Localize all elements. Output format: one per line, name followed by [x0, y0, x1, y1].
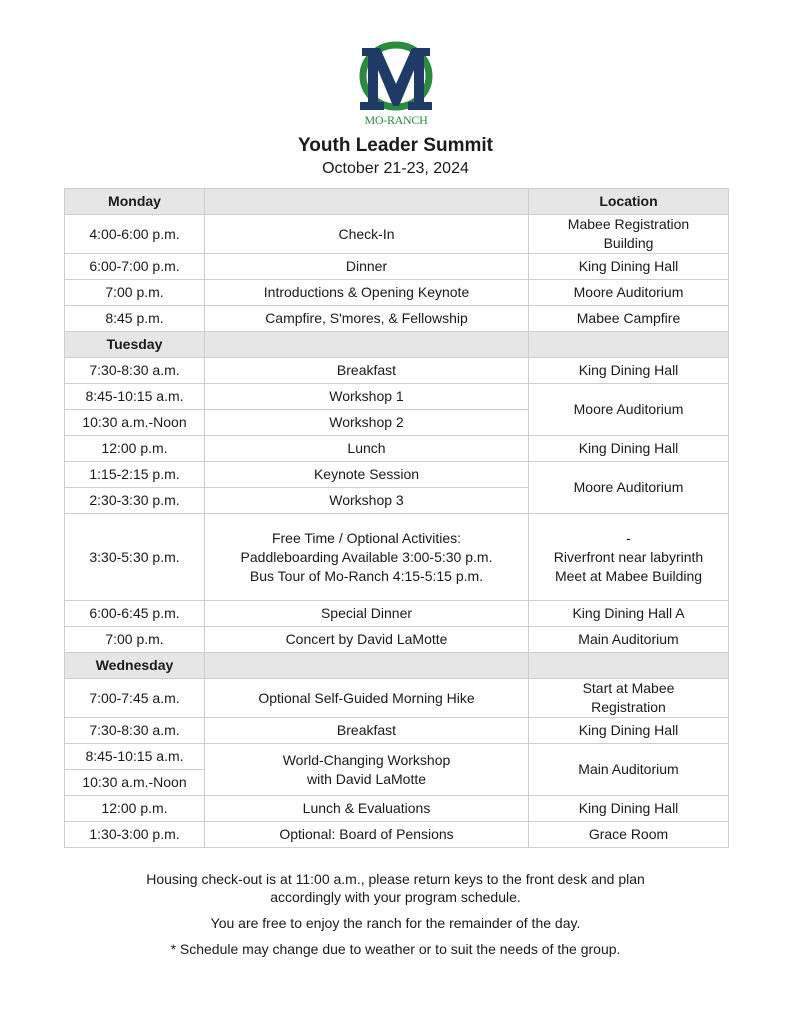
- location-cell: King Dining Hall: [529, 254, 729, 280]
- time-cell: 2:30-3:30 p.m.: [65, 488, 205, 514]
- location-cell: Main Auditorium: [529, 627, 729, 653]
- table-row: [65, 514, 729, 601]
- event-cell: Workshop 2: [205, 410, 529, 436]
- event-line: Free Time / Optional Activities:: [271, 529, 462, 546]
- day-label-tuesday: Tuesday: [65, 332, 205, 358]
- location-header-empty: [529, 332, 729, 358]
- event-cell: Breakfast: [205, 718, 529, 744]
- location-cell: Moore Auditorium: [529, 462, 729, 514]
- location-header: Location: [529, 189, 729, 215]
- checkout-line: accordingly with your program schedule.: [270, 889, 521, 905]
- time-cell: 1:15-2:15 p.m.: [65, 462, 205, 488]
- location-cell: Moore Auditorium: [529, 280, 729, 306]
- event-header: [205, 653, 529, 679]
- table-row: [65, 822, 729, 848]
- enjoy-note: You are free to enjoy the ranch for the remainder of the day.: [210, 915, 581, 931]
- day-header-row: [65, 332, 729, 358]
- table-row: [65, 280, 729, 306]
- time-cell: 6:00-7:00 p.m.: [65, 254, 205, 280]
- time-cell: 3:30-5:30 p.m.: [65, 514, 205, 601]
- day-label-wednesday: Wednesday: [65, 653, 205, 679]
- location-cell: Moore Auditorium: [529, 384, 729, 436]
- time-cell: 8:45-10:15 a.m.: [65, 384, 205, 410]
- event-cell: Special Dinner: [205, 601, 529, 627]
- event-line: with David LaMotte: [306, 770, 427, 787]
- event-cell: Workshop 3: [205, 488, 529, 514]
- location-line: Registration: [591, 699, 666, 715]
- time-cell: 10:30 a.m.-Noon: [65, 770, 205, 796]
- location-line: Riverfront near labyrinth: [553, 548, 704, 565]
- location-cell: King Dining Hall: [529, 358, 729, 384]
- table-row: [65, 718, 729, 744]
- time-cell: 7:00 p.m.: [65, 280, 205, 306]
- location-cell: [529, 514, 729, 601]
- checkout-note: [0, 870, 791, 906]
- table-row: [65, 679, 729, 718]
- time-cell: 7:00 p.m.: [65, 627, 205, 653]
- time-cell: 10:30 a.m.-Noon: [65, 410, 205, 436]
- event-cell: Lunch: [205, 436, 529, 462]
- event-cell: Check-In: [205, 215, 529, 254]
- location-line: Meet at Mabee Building: [554, 567, 703, 584]
- location-line: Building: [603, 235, 654, 251]
- event-cell: Dinner: [205, 254, 529, 280]
- location-line: Mabee Registration: [567, 216, 690, 232]
- table-row: [65, 744, 729, 770]
- time-cell: 6:00-6:45 p.m.: [65, 601, 205, 627]
- time-cell: 8:45 p.m.: [65, 306, 205, 332]
- time-cell: 7:00-7:45 a.m.: [65, 679, 205, 718]
- event-cell: Introductions & Opening Keynote: [205, 280, 529, 306]
- location-line: Start at Mabee: [582, 680, 675, 696]
- event-cell: Lunch & Evaluations: [205, 796, 529, 822]
- time-cell: 7:30-8:30 a.m.: [65, 358, 205, 384]
- time-cell: 12:00 p.m.: [65, 436, 205, 462]
- table-row: [65, 254, 729, 280]
- location-cell: King Dining Hall: [529, 436, 729, 462]
- table-row: [65, 384, 729, 410]
- table-row: [65, 358, 729, 384]
- location-cell: King Dining Hall A: [529, 601, 729, 627]
- location-cell: [529, 215, 729, 254]
- event-header: [205, 332, 529, 358]
- table-row: [65, 601, 729, 627]
- location-cell: King Dining Hall: [529, 796, 729, 822]
- location-cell: Grace Room: [529, 822, 729, 848]
- day-header-row: [65, 653, 729, 679]
- day-label-monday: Monday: [65, 189, 205, 215]
- table-row: [65, 436, 729, 462]
- location-cell: King Dining Hall: [529, 718, 729, 744]
- event-cell: Optional: Board of Pensions: [205, 822, 529, 848]
- event-line: Paddleboarding Available 3:00-5:30 p.m.: [240, 548, 493, 565]
- time-cell: 8:45-10:15 a.m.: [65, 744, 205, 770]
- day-header-row: [65, 189, 729, 215]
- event-cell: Concert by David LaMotte: [205, 627, 529, 653]
- checkout-line: Housing check-out is at 11:00 a.m., please return keys to the front desk and plan: [146, 871, 645, 887]
- location-header-empty: [529, 653, 729, 679]
- time-cell: 12:00 p.m.: [65, 796, 205, 822]
- event-line: World-Changing Workshop: [282, 751, 451, 768]
- page-title: Youth Leader Summit: [298, 135, 493, 156]
- table-row: [65, 627, 729, 653]
- table-row: [65, 215, 729, 254]
- location-cell: Main Auditorium: [529, 744, 729, 796]
- table-row: [65, 306, 729, 332]
- event-dates: October 21-23, 2024: [322, 160, 469, 177]
- location-cell: Mabee Campfire: [529, 306, 729, 332]
- event-cell: Campfire, S'mores, & Fellowship: [205, 306, 529, 332]
- event-cell: [205, 514, 529, 601]
- schedule-disclaimer: * Schedule may change due to weather or to suit the needs of the group.: [170, 941, 621, 957]
- event-cell: Breakfast: [205, 358, 529, 384]
- event-cell: Workshop 1: [205, 384, 529, 410]
- event-cell: Keynote Session: [205, 462, 529, 488]
- time-cell: 7:30-8:30 a.m.: [65, 718, 205, 744]
- event-line: Bus Tour of Mo-Ranch 4:15-5:15 p.m.: [249, 567, 484, 584]
- location-cell: [529, 679, 729, 718]
- schedule-table: [64, 188, 729, 848]
- time-cell: 4:00-6:00 p.m.: [65, 215, 205, 254]
- table-row: [65, 462, 729, 488]
- location-line: -: [626, 529, 631, 546]
- event-cell: [205, 744, 529, 796]
- time-cell: 1:30-3:00 p.m.: [65, 822, 205, 848]
- event-header: [205, 189, 529, 215]
- event-cell: Optional Self-Guided Morning Hike: [205, 679, 529, 718]
- logo-wordmark: MO-RANCH: [364, 113, 428, 127]
- table-row: [65, 796, 729, 822]
